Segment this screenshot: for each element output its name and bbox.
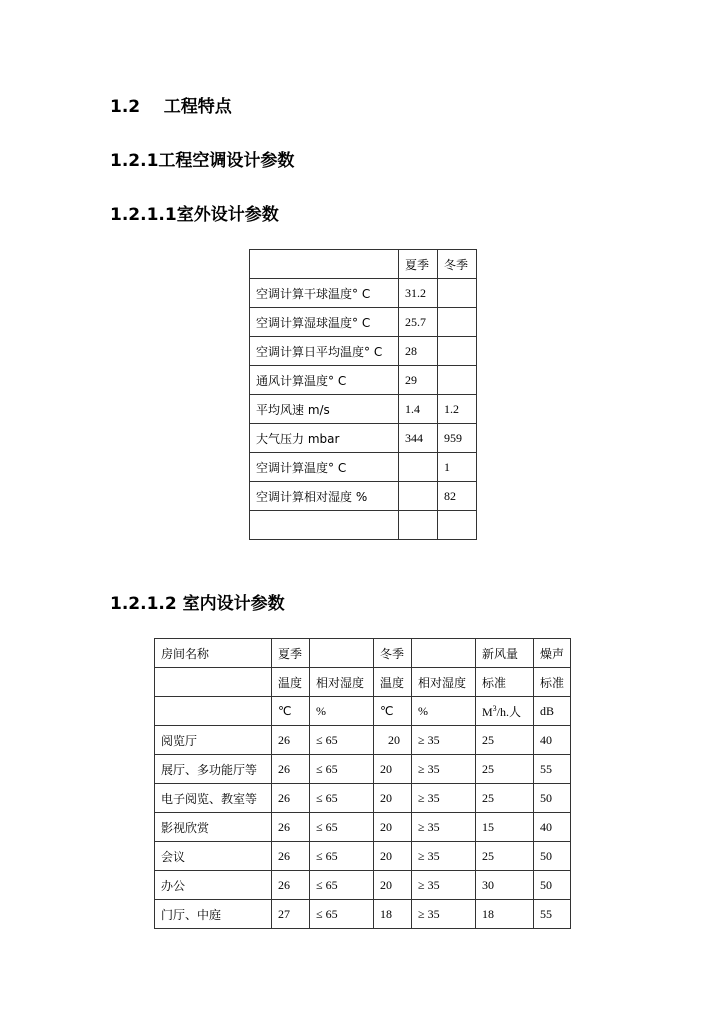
indoor-subheader-cell: 温度 xyxy=(272,668,310,697)
indoor-unit-cell: ℃ xyxy=(272,697,310,726)
winter-humidity-cell: ≥ 35 xyxy=(412,755,476,784)
summer-temp-cell: 26 xyxy=(272,726,310,755)
indoor-unit-cell: ℃ xyxy=(374,697,412,726)
summer-temp-cell: 26 xyxy=(272,842,310,871)
winter-temp-cell: 20 xyxy=(374,726,412,755)
indoor-header-cell: 新风量 xyxy=(476,639,534,668)
winter-value-cell xyxy=(438,511,477,540)
fresh-air-cell: 25 xyxy=(476,755,534,784)
summer-humidity-cell: ≤ 65 xyxy=(310,755,374,784)
indoor-header-cell: 燥声 xyxy=(534,639,571,668)
room-name-cell: 办公 xyxy=(155,871,272,900)
winter-value-cell xyxy=(438,366,477,395)
fresh-air-cell: 15 xyxy=(476,813,534,842)
outdoor-header-cell: 冬季 xyxy=(438,250,477,279)
indoor-header-row-2 xyxy=(155,668,571,697)
winter-humidity-cell: ≥ 35 xyxy=(412,726,476,755)
summer-value-cell xyxy=(399,453,438,482)
summer-temp-cell: 26 xyxy=(272,784,310,813)
winter-value-cell xyxy=(438,279,477,308)
summer-temp-cell: 26 xyxy=(272,871,310,900)
summer-value-cell: 1.4 xyxy=(399,395,438,424)
table-row xyxy=(250,453,477,482)
summer-value-cell: 31.2 xyxy=(399,279,438,308)
winter-humidity-cell: ≥ 35 xyxy=(412,842,476,871)
fresh-air-cell: 18 xyxy=(476,900,534,929)
parameter-name-cell xyxy=(250,511,399,540)
table-row xyxy=(250,308,477,337)
table-row xyxy=(155,726,571,755)
winter-temp-cell: 20 xyxy=(374,842,412,871)
room-name-cell: 阅览厅 xyxy=(155,726,272,755)
section-heading-1-2-1: 1.2.1工程空调设计参数 xyxy=(110,151,295,171)
table-row xyxy=(155,784,571,813)
table-row xyxy=(155,813,571,842)
outdoor-header-cell: 夏季 xyxy=(399,250,438,279)
table-row xyxy=(155,755,571,784)
winter-value-cell xyxy=(438,337,477,366)
parameter-name-cell: 通风计算温度° C xyxy=(250,366,399,395)
table-row xyxy=(155,842,571,871)
parameter-name-cell: 空调计算湿球温度° C xyxy=(250,308,399,337)
indoor-subheader-cell: 温度 xyxy=(374,668,412,697)
summer-temp-cell: 26 xyxy=(272,813,310,842)
fresh-air-cell: 25 xyxy=(476,784,534,813)
winter-value-cell: 82 xyxy=(438,482,477,511)
room-name-cell: 电子阅览、教室等 xyxy=(155,784,272,813)
table-row xyxy=(250,366,477,395)
winter-humidity-cell: ≥ 35 xyxy=(412,784,476,813)
summer-humidity-cell: ≤ 65 xyxy=(310,784,374,813)
room-name-cell: 展厅、多功能厅等 xyxy=(155,755,272,784)
indoor-unit-cell: % xyxy=(412,697,476,726)
noise-cell: 50 xyxy=(534,871,571,900)
section-heading-1-2-1-1: 1.2.1.1室外设计参数 xyxy=(110,205,279,225)
indoor-subheader-cell: 标准 xyxy=(534,668,571,697)
indoor-unit-row xyxy=(155,697,571,726)
winter-humidity-cell: ≥ 35 xyxy=(412,813,476,842)
summer-value-cell: 344 xyxy=(399,424,438,453)
summer-humidity-cell: ≤ 65 xyxy=(310,813,374,842)
winter-humidity-cell: ≥ 35 xyxy=(412,900,476,929)
room-name-cell: 门厅、中庭 xyxy=(155,900,272,929)
summer-humidity-cell: ≤ 65 xyxy=(310,871,374,900)
summer-value-cell xyxy=(399,482,438,511)
indoor-design-table xyxy=(154,638,571,929)
indoor-unit-cell: dB xyxy=(534,697,571,726)
indoor-subheader-cell: 标准 xyxy=(476,668,534,697)
indoor-subheader-cell: 相对湿度 xyxy=(412,668,476,697)
room-name-cell: 影视欣赏 xyxy=(155,813,272,842)
indoor-header-cell: 夏季 xyxy=(272,639,310,668)
indoor-subheader-cell xyxy=(155,668,272,697)
winter-value-cell xyxy=(438,308,477,337)
summer-temp-cell: 27 xyxy=(272,900,310,929)
winter-temp-cell: 20 xyxy=(374,784,412,813)
parameter-name-cell: 空调计算干球温度° C xyxy=(250,279,399,308)
unit-rest: /h.人 xyxy=(496,704,522,719)
noise-cell: 50 xyxy=(534,842,571,871)
summer-value-cell: 29 xyxy=(399,366,438,395)
parameter-name-cell: 空调计算日平均温度° C xyxy=(250,337,399,366)
winter-temp-cell: 20 xyxy=(374,871,412,900)
parameter-name-cell: 平均风速 m/s xyxy=(250,395,399,424)
room-name-cell: 会议 xyxy=(155,842,272,871)
summer-humidity-cell: ≤ 65 xyxy=(310,842,374,871)
fresh-air-cell: 30 xyxy=(476,871,534,900)
summer-humidity-cell: ≤ 65 xyxy=(310,726,374,755)
section-heading-1-2-1-2: 1.2.1.2 室内设计参数 xyxy=(110,594,285,614)
winter-temp-cell: 20 xyxy=(374,755,412,784)
table-row xyxy=(250,395,477,424)
parameter-name-cell: 大气压力 mbar xyxy=(250,424,399,453)
table-row xyxy=(155,900,571,929)
indoor-header-cell xyxy=(310,639,374,668)
table-row xyxy=(250,482,477,511)
winter-temp-cell: 20 xyxy=(374,813,412,842)
noise-cell: 55 xyxy=(534,900,571,929)
indoor-header-row-1 xyxy=(155,639,571,668)
outdoor-design-table xyxy=(249,249,477,540)
fresh-air-cell: 25 xyxy=(476,726,534,755)
indoor-unit-cell: % xyxy=(310,697,374,726)
summer-humidity-cell: ≤ 65 xyxy=(310,900,374,929)
winter-humidity-cell: ≥ 35 xyxy=(412,871,476,900)
winter-value-cell: 1 xyxy=(438,453,477,482)
noise-cell: 50 xyxy=(534,784,571,813)
summer-temp-cell: 26 xyxy=(272,755,310,784)
fresh-air-unit-cell xyxy=(476,697,534,726)
table-row xyxy=(250,337,477,366)
summer-value-cell xyxy=(399,511,438,540)
table-row xyxy=(250,279,477,308)
winter-temp-cell: 18 xyxy=(374,900,412,929)
indoor-header-cell: 冬季 xyxy=(374,639,412,668)
table-row xyxy=(250,511,477,540)
noise-cell: 40 xyxy=(534,813,571,842)
indoor-header-cell: 房间名称 xyxy=(155,639,272,668)
parameter-name-cell: 空调计算相对湿度 % xyxy=(250,482,399,511)
indoor-subheader-cell: 相对湿度 xyxy=(310,668,374,697)
unit-m: M xyxy=(482,704,493,719)
winter-value-cell: 1.2 xyxy=(438,395,477,424)
outdoor-header-row xyxy=(250,250,477,279)
winter-value-cell: 959 xyxy=(438,424,477,453)
parameter-name-cell: 空调计算温度° C xyxy=(250,453,399,482)
noise-cell: 55 xyxy=(534,755,571,784)
summer-value-cell: 28 xyxy=(399,337,438,366)
noise-cell: 40 xyxy=(534,726,571,755)
table-row xyxy=(155,871,571,900)
indoor-unit-cell xyxy=(155,697,272,726)
section-heading-1-2: 1.2 工程特点 xyxy=(110,97,232,117)
fresh-air-cell: 25 xyxy=(476,842,534,871)
indoor-header-cell xyxy=(412,639,476,668)
table-row xyxy=(250,424,477,453)
outdoor-header-cell xyxy=(250,250,399,279)
summer-value-cell: 25.7 xyxy=(399,308,438,337)
unit-superscript: 3 xyxy=(492,703,497,713)
